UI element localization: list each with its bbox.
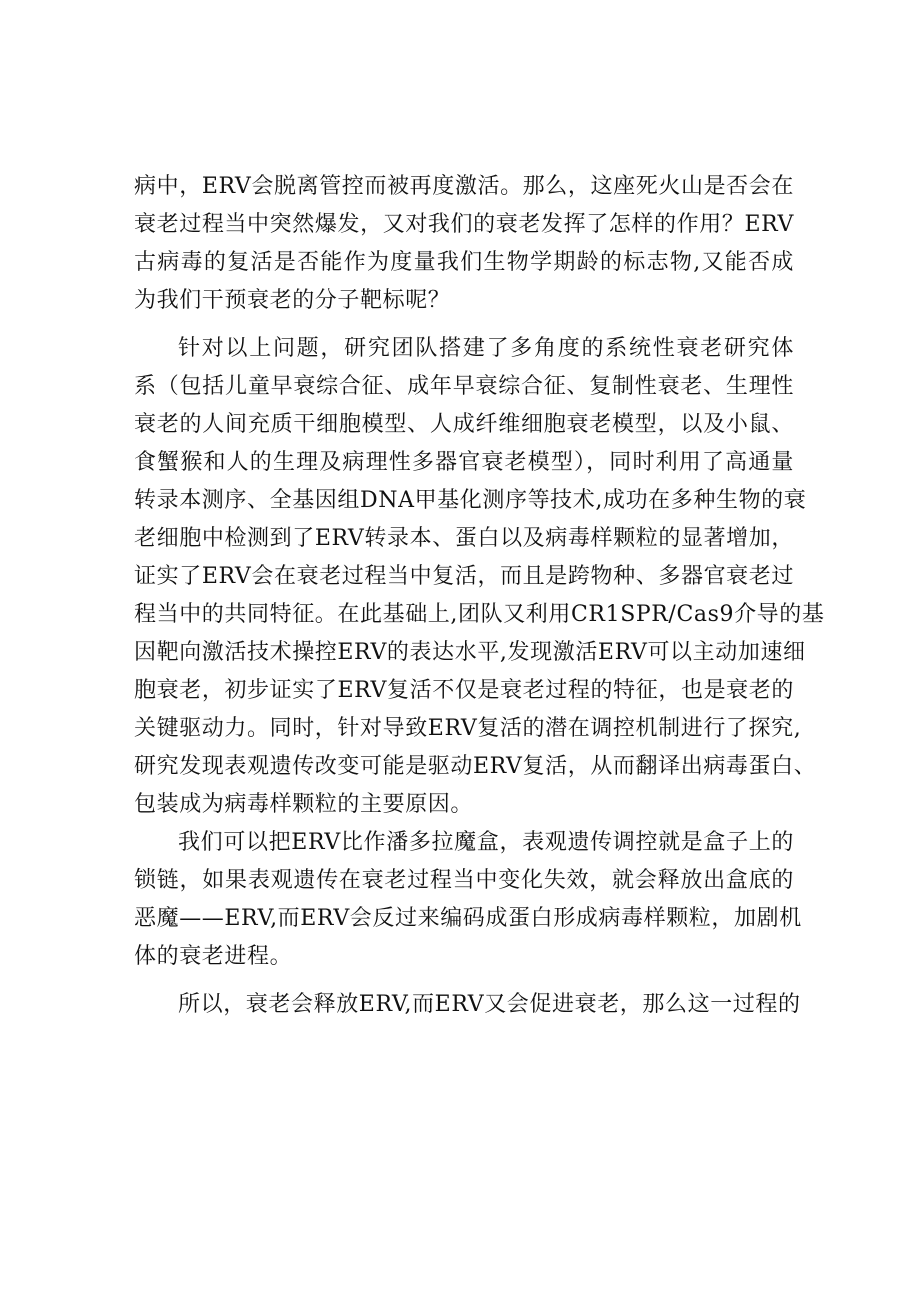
paragraph-4 [134, 986, 801, 1024]
text-line: 病中，ERV会脱离管控而被再度激活。那么，这座死火山是否会在 [134, 174, 794, 199]
paragraph-spacer [134, 320, 794, 330]
text-line: 证实了ERV会在衰老过程当中复活，而且是跨物种、多器官衰老过 [134, 564, 794, 589]
text-line: 衰老过程当中突然爆发，又对我们的衰老发挥了怎样的作用？ERV [134, 212, 794, 237]
text-line: 包装成为病毒样颗粒的主要原因。 [134, 792, 474, 817]
text-line: 衰老的人间充质干细胞模型、人成纤维细胞衰老模型，以及小鼠、 [134, 412, 794, 437]
paragraph-2 [134, 330, 825, 824]
document-body [134, 168, 825, 1024]
text-line: 因靶向激活技术操控ERV的表达水平,发现激活ERV可以主动加速细 [134, 640, 806, 665]
text-line: 系（包括儿童早衰综合征、成年早衰综合征、复制性衰老、生理性 [134, 374, 794, 399]
text-line: 所以，衰老会释放ERV,而ERV又会促进衰老，那么这一过程的 [178, 992, 801, 1017]
paragraph-spacer [134, 976, 794, 986]
text-line: 食蟹猴和人的生理及病理性多器官衰老模型），同时利用了高通量 [134, 450, 794, 475]
text-line: 我们可以把ERV比作潘多拉魔盒，表观遗传调控就是盒子上的 [178, 830, 794, 855]
text-line: 老细胞中检测到了ERV转录本、蛋白以及病毒样颗粒的显著增加， [134, 526, 794, 551]
text-line: 关键驱动力。同时，针对导致ERV复活的潜在调控机制进行了探究, [134, 716, 802, 741]
text-line: 程当中的共同特征。在此基础上,团队又利用CR1SPR/Cas9介导的基 [134, 602, 825, 627]
text-line: 恶魔——ERV,而ERV会反过来编码成蛋白形成病毒样颗粒，加剧机 [134, 906, 802, 931]
text-line: 体的衰老进程。 [134, 944, 293, 969]
text-line: 古病毒的复活是否能作为度量我们生物学期龄的标志物,又能否成 [134, 250, 794, 275]
paragraph-1 [134, 168, 794, 320]
paragraph-3 [134, 824, 802, 976]
text-line: 锁链，如果表观遗传在衰老过程当中变化失效，就会释放出盒底的 [134, 868, 794, 893]
text-line: 为我们干预衰老的分子靶标呢？ [134, 288, 451, 313]
text-line: 研究发现表观遗传改变可能是驱动ERV复活，从而翻译出病毒蛋白、 [134, 754, 817, 779]
text-line: 胞衰老，初步证实了ERV复活不仅是衰老过程的特征，也是衰老的 [134, 678, 794, 703]
text-line: 转录本测序、全基因组DNA甲基化测序等技术,成功在多种生物的衰 [134, 488, 807, 513]
text-line: 针对以上问题，研究团队搭建了多角度的系统性衰老研究体 [178, 336, 794, 361]
